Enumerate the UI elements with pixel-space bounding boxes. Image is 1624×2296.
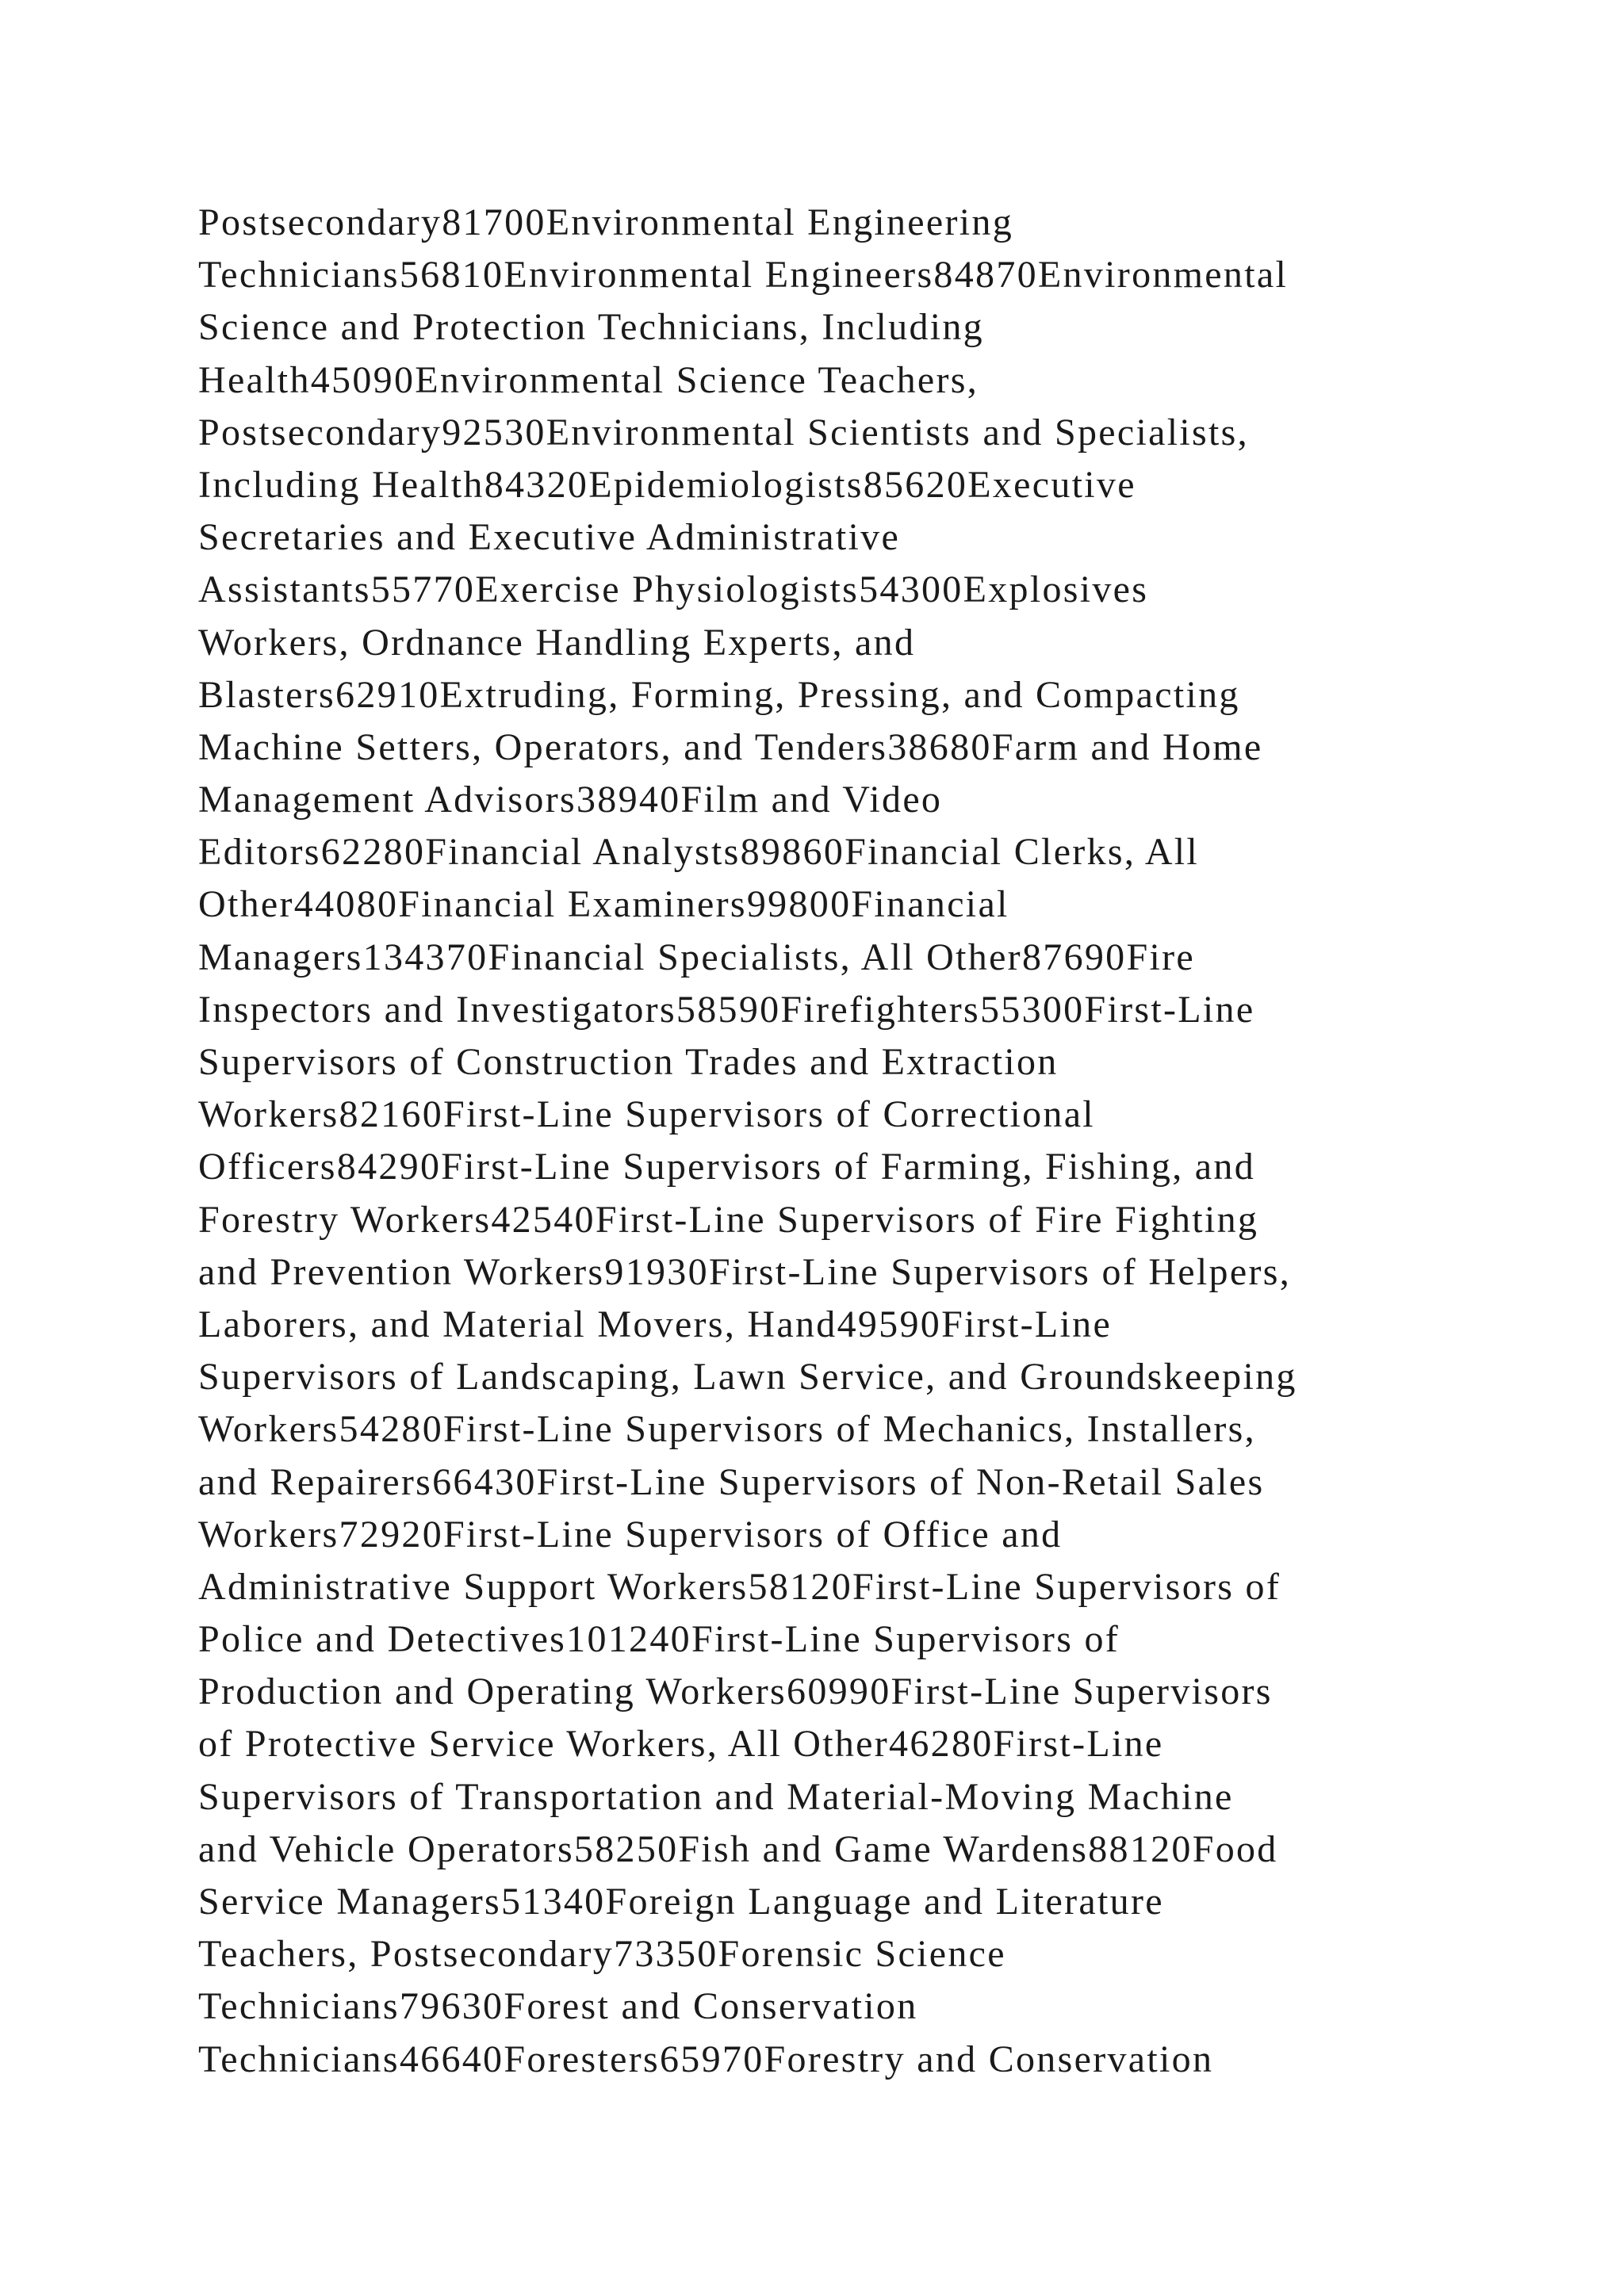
text-line: Including Health84320Epidemiologists85620Executive (198, 463, 1136, 506)
text-line: Police and Detectives101240First-Line Supervisors of (198, 1618, 1120, 1661)
text-line: Postsecondary81700Environmental Engineering (198, 201, 1014, 243)
body-text (198, 197, 1499, 2086)
text-line: Assistants55770Exercise Physiologists54300Explosives (198, 568, 1149, 611)
text-line: and Vehicle Operators58250Fish and Game Wardens88120Food (198, 1827, 1278, 1870)
text-line: Health45090Environmental Science Teachers, (198, 358, 979, 401)
text-line: Workers54280First-Line Supervisors of Mechanics, Installers, (198, 1408, 1256, 1451)
text-line: Blasters62910Extruding, Forming, Pressing, and Compacting (198, 673, 1240, 716)
text-line: Supervisors of Transportation and Material-Moving Machine (198, 1775, 1234, 1818)
text-line: Production and Operating Workers60990First-Line Supervisors (198, 1670, 1273, 1713)
text-line: Postsecondary92530Environmental Scientists and Specialists, (198, 411, 1249, 453)
text-line: Technicians79630Forest and Conservation (198, 1985, 918, 2028)
text-line: Supervisors of Landscaping, Lawn Service, and Groundskeeping (198, 1356, 1297, 1399)
text-line: Management Advisors38940Film and Video (198, 779, 943, 821)
text-line: Forestry Workers42540First-Line Supervisors of Fire Fighting (198, 1198, 1259, 1241)
text-line: Officers84290First-Line Supervisors of Farming, Fishing, and (198, 1146, 1256, 1188)
text-line: Teachers, Postsecondary73350Forensic Science (198, 1933, 1006, 1976)
text-line: of Protective Service Workers, All Other46280First-Line (198, 1723, 1164, 1766)
text-line: Laborers, and Material Movers, Hand49590First-Line (198, 1303, 1113, 1345)
text-line: Managers134370Financial Specialists, All Other87690Fire (198, 936, 1195, 978)
text-line: Technicians56810Environmental Engineers84870Environmental (198, 254, 1289, 297)
text-line: and Prevention Workers91930First-Line Supervisors of Helpers, (198, 1250, 1292, 1293)
text-line: Other44080Financial Examiners99800Financial (198, 883, 1009, 926)
text-line: Workers72920First-Line Supervisors of Office and (198, 1513, 1063, 1556)
text-line: Workers82160First-Line Supervisors of Correctional (198, 1093, 1095, 1136)
text-line: Inspectors and Investigators58590Firefighters55300First-Line (198, 988, 1255, 1031)
text-line: Secretaries and Executive Administrative (198, 516, 901, 559)
text-line: and Repairers66430First-Line Supervisors of Non-Retail Sales (198, 1460, 1265, 1503)
text-line: Service Managers51340Foreign Language and Literature (198, 1881, 1164, 1923)
text-line: Supervisors of Construction Trades and Extraction (198, 1041, 1059, 1083)
text-line: Editors62280Financial Analysts89860Financial Clerks, All (198, 831, 1200, 874)
text-line: Workers, Ordnance Handling Experts, and (198, 621, 916, 664)
text-line: Administrative Support Workers58120First-Line Supervisors of (198, 1565, 1281, 1608)
text-line: Machine Setters, Operators, and Tenders38680Farm and Home (198, 725, 1263, 768)
text-line: Technicians46640Foresters65970Forestry and Conservation (198, 2038, 1214, 2080)
text-line: Science and Protection Technicians, Including (198, 306, 984, 349)
